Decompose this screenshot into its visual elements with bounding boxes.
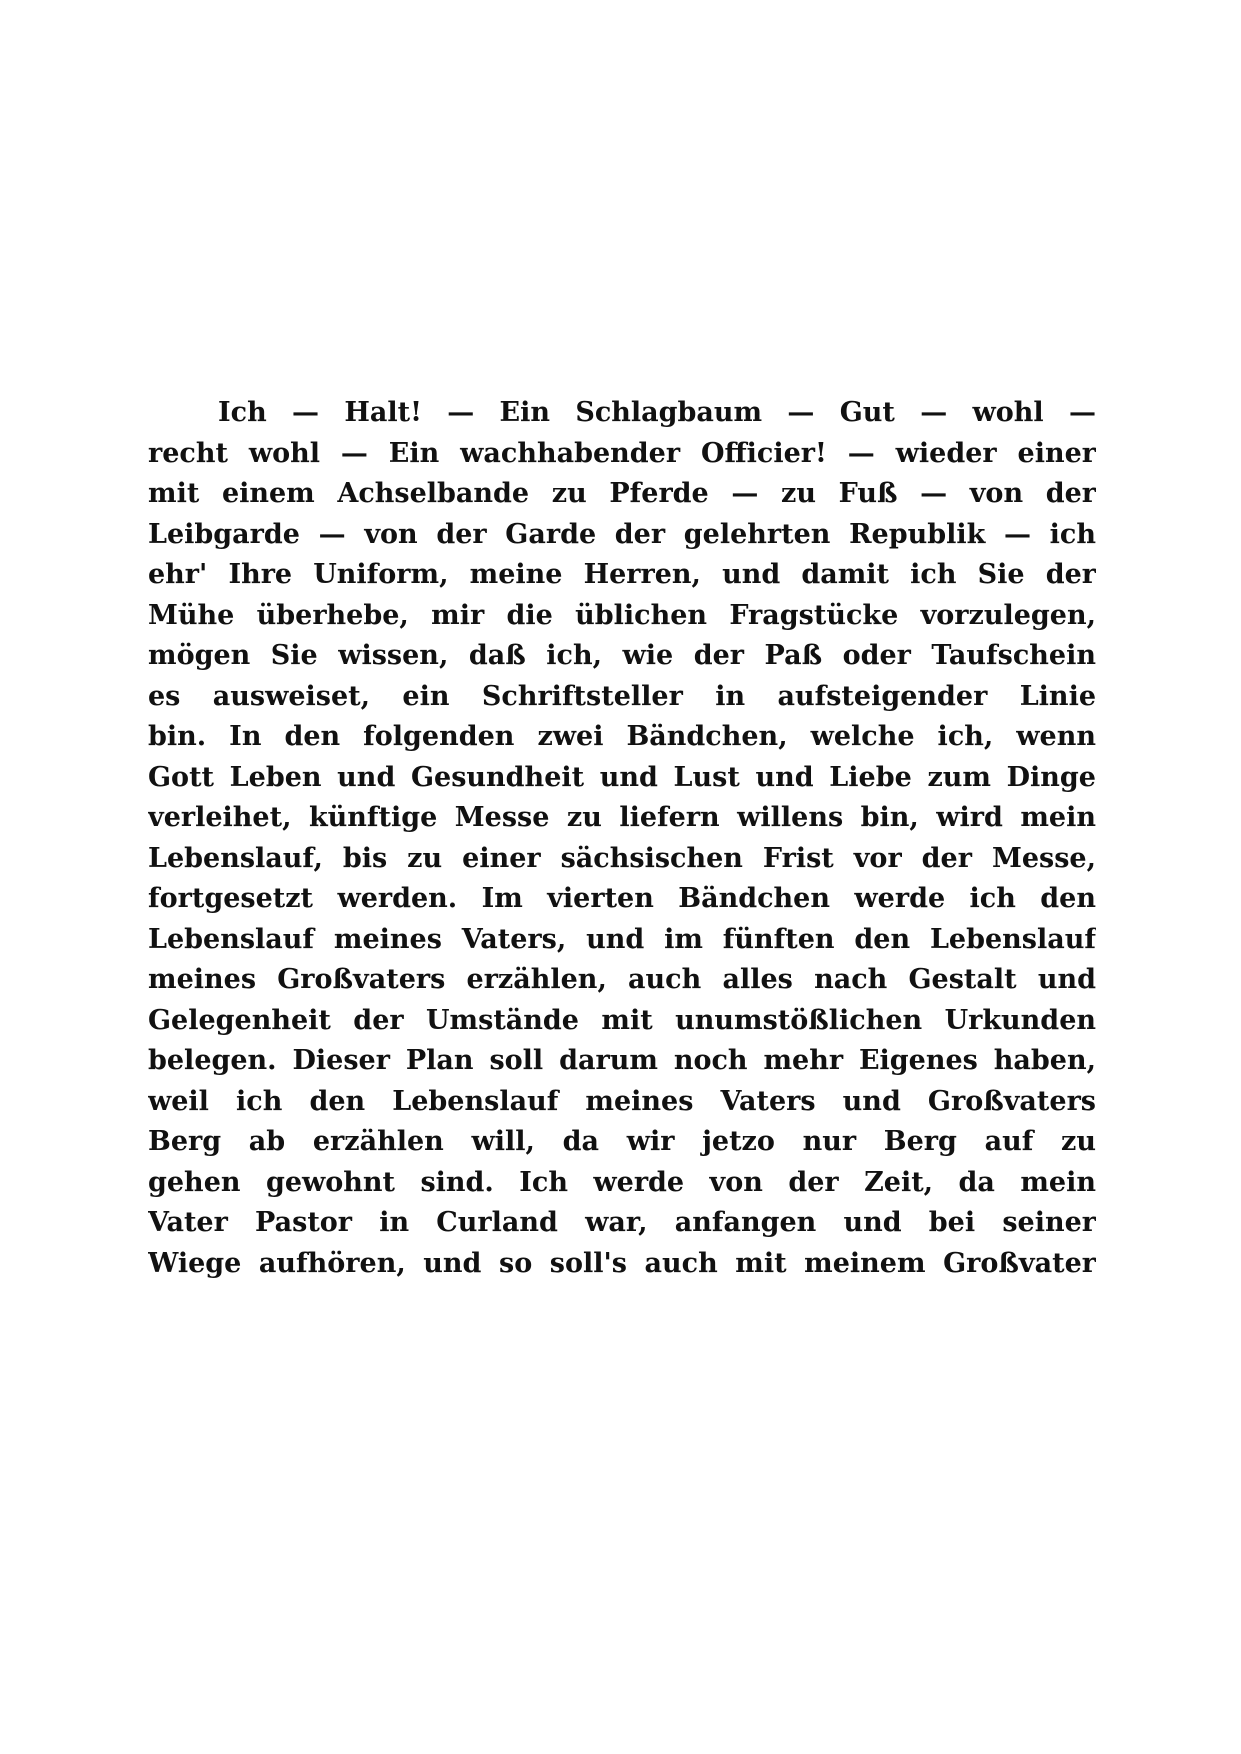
body-text [148, 393, 1096, 1284]
text-line: recht wohl — Ein wachhabender Officier! — wieder einer [148, 437, 1096, 469]
text-line: Lebenslauf, bis zu einer sächsischen Frist vor der Messe, [148, 842, 1096, 874]
text-line: Berg ab erzählen will, da wir jetzo nur Berg auf zu [148, 1126, 1096, 1157]
text-line: gehen gewohnt sind. Ich werde von der Zeit, da mein [148, 1166, 1096, 1198]
text-line: bin. In den folgenden zwei Bändchen, welche ich, wenn [148, 721, 1096, 752]
text-line: mögen Sie wissen, daß ich, wie der Paß oder Taufschein [148, 640, 1096, 671]
text-line: verleihet, künftige Messe zu liefern willens bin, wird mein [148, 802, 1096, 833]
text-line: meines Großvaters erzählen, auch alles nach Gestalt und [148, 964, 1096, 995]
text-line: Wiege aufhören, und so soll's auch mit meinem Großvater [148, 1247, 1096, 1279]
text-line: belegen. Dieser Plan soll darum noch mehr Eigenes haben, [148, 1045, 1096, 1076]
text-line: Vater Pastor in Curland war, anfangen und bei seiner [148, 1207, 1096, 1238]
text-line: mit einem Achselbande zu Pferde — zu Fuß — von der [148, 478, 1096, 509]
text-line: ehr' Ihre Uniform, meine Herren, und damit ich Sie der [148, 559, 1096, 590]
text-line: Ich — Halt! — Ein Schlagbaum — Gut — wohl — [218, 397, 1096, 428]
text-line: Leibgarde — von der Garde der gelehrten Republik — ich [148, 518, 1096, 550]
text-line: es ausweiset, ein Schriftsteller in aufsteigender Linie [148, 680, 1096, 712]
text-line: fortgesetzt werden. Im vierten Bändchen werde ich den [148, 883, 1096, 914]
text-line: Lebenslauf meines Vaters, und im fünften den Lebenslauf [148, 923, 1096, 955]
text-line: Gelegenheit der Umstände mit unumstößlichen Urkunden [148, 1004, 1096, 1036]
text-line: Gott Leben und Gesundheit und Lust und Liebe zum Dinge [148, 761, 1096, 793]
text-line: Mühe überhebe, mir die üblichen Fragstücke vorzulegen, [148, 599, 1096, 631]
text-line: weil ich den Lebenslauf meines Vaters und Großvaters [148, 1085, 1096, 1117]
